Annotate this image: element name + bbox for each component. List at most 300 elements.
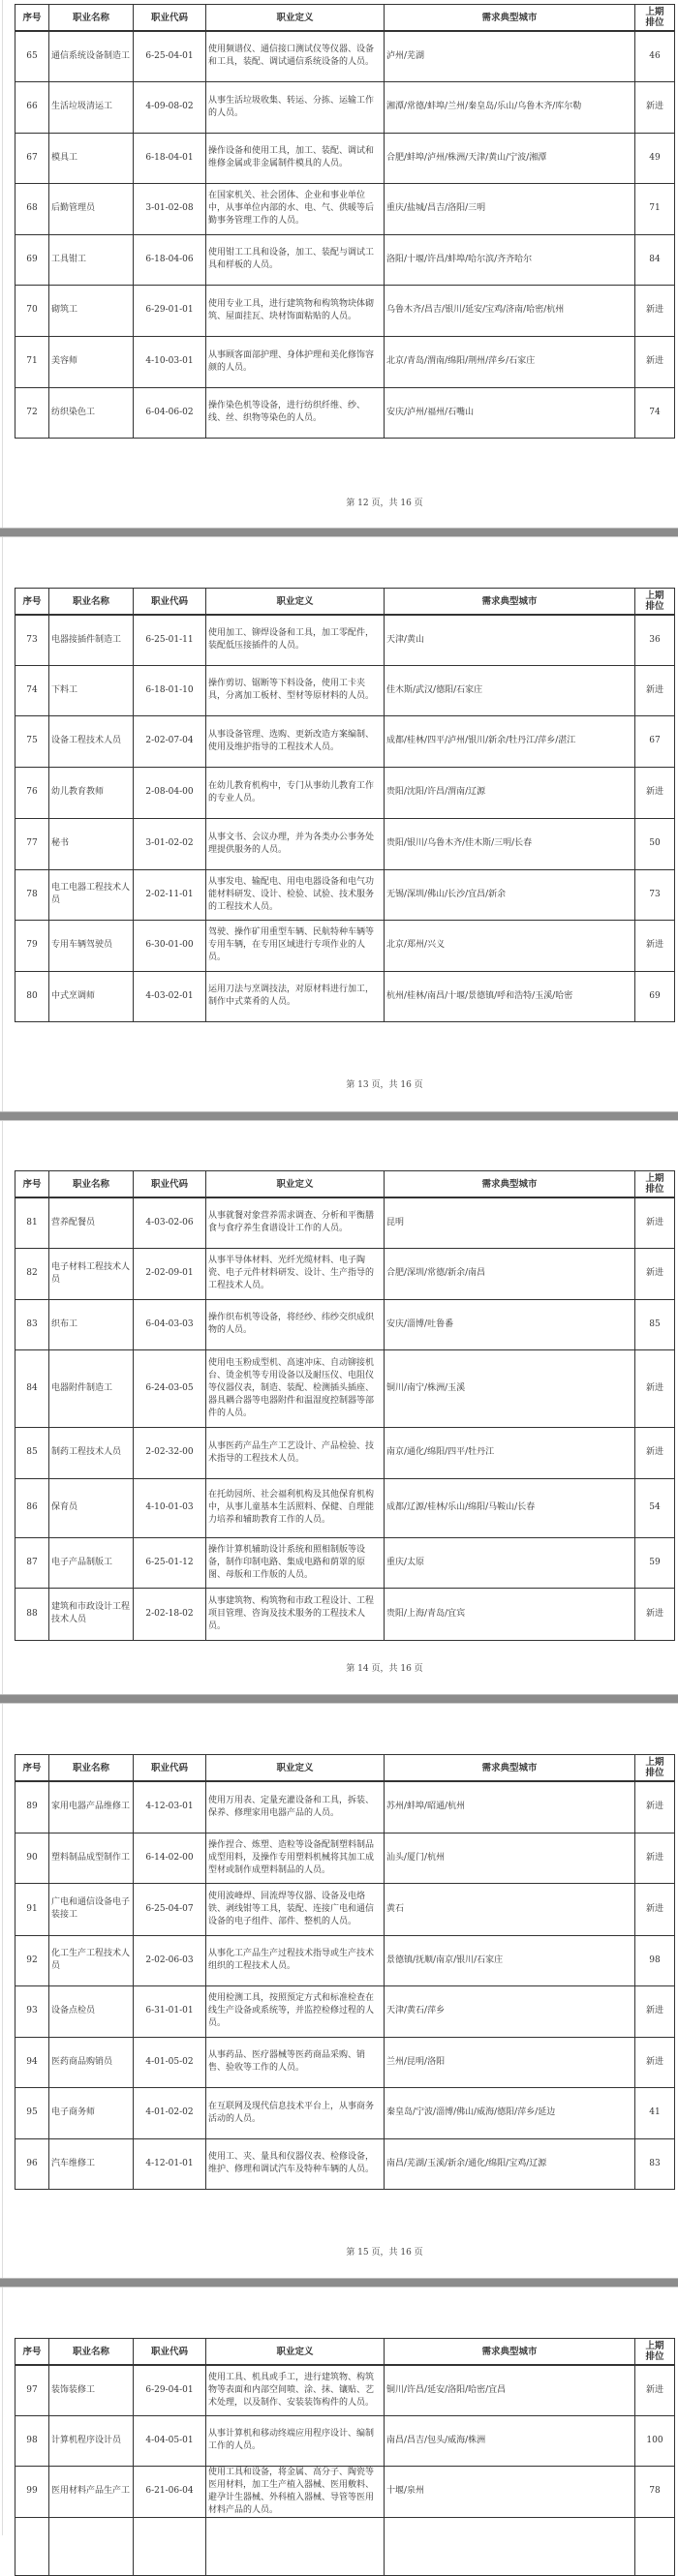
cell-seq: 75 [15, 715, 49, 767]
cell-prev-rank: 49 [635, 133, 675, 183]
cell-cities: 北京/郑州/兴义 [385, 920, 635, 971]
table-row [15, 336, 675, 387]
cell-cities: 南昌/芜湖/玉溪/新余/通化/绵阳/宝鸡/辽源 [385, 2138, 635, 2189]
cell-code: 4-03-02-01 [134, 971, 206, 1021]
cell-definition: 操作织布机等设备，将经纱、纬纱交织成织物的人员。 [206, 1299, 385, 1349]
occupation-table [15, 588, 675, 1022]
table-row [15, 1537, 675, 1588]
column-header-name [49, 2339, 134, 2366]
cell-name: 医用材料产品生产工 [49, 2466, 134, 2517]
cell-definition: 操作剪切、锯断等下料设备，使用工卡夹具，分离加工板材、型材等原材料的人员。 [206, 665, 385, 715]
cell-seq: 66 [15, 81, 49, 133]
cell-definition: 使用万用表、定量充灌设备和工具，拆装、保养、修理家用电器产品的人员。 [206, 1781, 385, 1833]
cell-cities: 铜川/南宁/株洲/玉溪 [385, 1349, 635, 1427]
cell-seq: 70 [15, 285, 49, 336]
cell-name: 家用电器产品维修工 [49, 1781, 134, 1833]
cell-cities: 十堰/泉州 [385, 2466, 635, 2517]
column-header-label: 需求典型城市 [481, 2346, 538, 2357]
cell-cities: 铜川/许昌/延安/洛阳/哈密/宜昌 [385, 2365, 635, 2415]
cell-seq: 88 [15, 1588, 49, 1640]
cell-code: 2-02-09-01 [134, 1248, 206, 1299]
cell-code: 4-12-03-01 [134, 1781, 206, 1833]
cell-cities: 贵阳/银川/乌鲁木齐/佳木斯/三明/长春 [385, 818, 635, 869]
column-header-label: 职业代码 [150, 1178, 188, 1190]
table-row [15, 1197, 675, 1248]
cell-code: 2-02-18-02 [134, 1588, 206, 1640]
cell-prev-rank: 84 [635, 234, 675, 285]
cell-definition: 从事顾客面部护理、身体护理和美化修饰容颜的人员。 [206, 336, 385, 387]
column-header-seq [15, 5, 49, 32]
column-header-label: 上期排位 [645, 1756, 664, 1778]
cell-definition: 从事医药产品生产工艺设计、产品检验、技术指导的工程技术人员。 [206, 1427, 385, 1478]
cell-seq: 82 [15, 1248, 49, 1299]
cell-name: 建筑和市政设计工程技术人员 [49, 1588, 134, 1640]
table-row [15, 1985, 675, 2037]
column-header-label: 需求典型城市 [481, 1762, 538, 1773]
cell-code: 6-18-04-01 [134, 133, 206, 183]
cell-definition: 从事建筑物、构筑物和市政工程设计、工程项目管理、咨询及技术服务的工程技术人员。 [206, 1588, 385, 1640]
table-row [15, 665, 675, 715]
cell-prev-rank: 50 [635, 818, 675, 869]
cell-name: 下料工 [49, 665, 134, 715]
table-row [15, 767, 675, 818]
cell-code: 6-04-03-03 [134, 1299, 206, 1349]
column-header-label: 职业定义 [276, 1762, 314, 1773]
cell-prev-rank: 67 [635, 715, 675, 767]
page-separator [0, 1111, 678, 1121]
cell-prev-rank: 新进 [635, 767, 675, 818]
occupation-table [15, 4, 675, 439]
cell-prev-rank: 85 [635, 1299, 675, 1349]
cell-prev-rank: 新进 [635, 1781, 675, 1833]
cell-name: 塑料制品成型制作工 [49, 1833, 134, 1883]
page-number-footer: 第 14 页，共 16 页 [346, 1664, 423, 1674]
column-header-code [134, 1171, 206, 1198]
column-header-label: 职业代码 [150, 1762, 188, 1773]
cell-cities: 汕头/厦门/杭州 [385, 1833, 635, 1883]
column-header-definition [206, 1171, 385, 1198]
cell-definition: 操作设备和使用工具，加工、装配、调试和维修金属或非金属制件模具的人员。 [206, 133, 385, 183]
cell-cities: 杭州/桂林/南昌/十堰/景德镇/呼和浩特/玉溪/哈密 [385, 971, 635, 1021]
occupation-table [15, 2338, 675, 2576]
column-header-label: 上期排位 [645, 2340, 664, 2362]
cell-prev-rank: 新进 [635, 1248, 675, 1299]
cell-seq: 94 [15, 2037, 49, 2087]
table-row [15, 869, 675, 920]
cell-name: 营养配餐员 [49, 1197, 134, 1248]
cell-seq: 80 [15, 971, 49, 1021]
cell-code: 4-10-01-03 [134, 1478, 206, 1537]
table-row [15, 2037, 675, 2087]
cell-definition: 从事计算机和移动终端应用程序设计、编制工作的人员。 [206, 2415, 385, 2466]
table-row [15, 1427, 675, 1478]
column-header-label: 序号 [22, 12, 42, 23]
column-header-label: 职业名称 [72, 1178, 109, 1190]
table-row [15, 1781, 675, 1833]
cell-name: 电子产品制版工 [49, 1537, 134, 1588]
column-header-label: 职业定义 [276, 595, 314, 607]
column-header-code [134, 1755, 206, 1782]
column-header-label: 序号 [22, 2346, 42, 2357]
cell-name: 设备点检员 [49, 1985, 134, 2037]
cell-cities: 成都/辽源/桂林/乐山/绵阳/马鞍山/长春 [385, 1478, 635, 1537]
page-number-footer: 第 12 页，共 16 页 [346, 499, 423, 508]
cell-definition: 在互联网及现代信息技术平台上，从事商务活动的人员。 [206, 2087, 385, 2138]
column-header-label: 需求典型城市 [481, 595, 538, 607]
column-header-label: 职业名称 [72, 12, 109, 23]
cell-prev-rank: 新进 [635, 2037, 675, 2087]
cell-definition: 使用电玉粉成型机、高速冲床、自动铆接机台、烫金机等专用设备以及耐压仪、电阻仪等仪器仪表，制造、装配、检测插头插座、器具耦合器等电器附件和温湿度控制器等部件的人员。 [206, 1349, 385, 1427]
cell-code: 6-30-01-00 [134, 920, 206, 971]
cell-code: 4-03-02-06 [134, 1197, 206, 1248]
cell-cities: 贵阳/上海/青岛/宜宾 [385, 1588, 635, 1640]
cell-prev-rank: 新进 [635, 1985, 675, 2037]
cell-definition: 在托幼园所、社会福利机构及其他保育机构中，从事儿童基本生活照料、保健、自理能力培养和辅助教育工作的人员。 [206, 1478, 385, 1537]
table-header-row [15, 5, 675, 32]
cell-cities: 湘潭/常德/蚌埠/兰州/秦皇岛/乐山/乌鲁木齐/库尔勒 [385, 81, 635, 133]
table-row [15, 615, 675, 665]
cell-prev-rank: 98 [635, 1935, 675, 1985]
cell-name: 美容师 [49, 336, 134, 387]
column-header-label: 序号 [22, 595, 42, 607]
column-header-code [134, 589, 206, 616]
column-header-label: 职业定义 [276, 12, 314, 23]
cell-prev-rank: 新进 [635, 1588, 675, 1640]
cell-cities: 乌鲁木齐/昌吉/银川/延安/宝鸡/济南/哈密/杭州 [385, 285, 635, 336]
column-header-definition [206, 1755, 385, 1782]
cell-name: 设备工程技术人员 [49, 715, 134, 767]
table-row [15, 285, 675, 336]
cell-definition: 从事药品、医疗器械等医药商品采购、销售、验收等工作的人员。 [206, 2037, 385, 2087]
cell-cities: 安庆/泸州/福州/石嘴山 [385, 387, 635, 438]
table-header-row [15, 589, 675, 616]
cell-code: 6-18-04-06 [134, 234, 206, 285]
cell-seq: 73 [15, 615, 49, 665]
cell-code: 4-01-05-02 [134, 2037, 206, 2087]
cell-prev-rank: 36 [635, 615, 675, 665]
cell-seq: 69 [15, 234, 49, 285]
cell-code: 6-25-04-01 [134, 31, 206, 81]
column-header-label: 职业名称 [72, 2346, 109, 2357]
table-row [15, 818, 675, 869]
column-header-cities [385, 2339, 635, 2366]
column-header-seq [15, 2339, 49, 2366]
column-header-label: 职业代码 [150, 12, 188, 23]
cell-definition: 使用检测工具，按照预定方式和标准检查在线生产设备或系统等，并监控检修过程的人员。 [206, 1985, 385, 2037]
cell-prev-rank: 69 [635, 971, 675, 1021]
cell-code: 4-09-08-02 [134, 81, 206, 133]
cell-definition: 从事化工产品生产过程技术指导或生产技术组织的工程技术人员。 [206, 1935, 385, 1985]
cell-name: 电工电器工程技术人员 [49, 869, 134, 920]
cell-prev-rank: 新进 [635, 285, 675, 336]
column-header-name [49, 589, 134, 616]
cell-name: 电子商务师 [49, 2087, 134, 2138]
table-row [15, 1883, 675, 1935]
cell-code: 4-12-01-01 [134, 2138, 206, 2189]
cell-seq: 78 [15, 869, 49, 920]
cell-cities: 无锡/深圳/佛山/长沙/宜昌/新余 [385, 869, 635, 920]
cell-prev-rank: 新进 [635, 665, 675, 715]
cell-code: 6-31-01-01 [134, 1985, 206, 2037]
cell-definition: 从事半导体材料、光纤光缆材料、电子陶瓷、电子元件材料研发、设计、生产指导的工程技术人员。 [206, 1248, 385, 1299]
column-header-cities [385, 5, 635, 32]
cell-cities: 昆明 [385, 1197, 635, 1248]
cell-seq: 96 [15, 2138, 49, 2189]
column-header-prev-rank [635, 2339, 675, 2366]
cell-code: 2-08-04-00 [134, 767, 206, 818]
column-header-label: 上期排位 [645, 1172, 664, 1195]
table-row [15, 2087, 675, 2138]
cell-prev-rank: 新进 [635, 1427, 675, 1478]
column-header-label: 上期排位 [645, 6, 664, 28]
cell-seq: 93 [15, 1985, 49, 2037]
cell-name: 电器附件制造工 [49, 1349, 134, 1427]
cell-code: 2-02-06-03 [134, 1935, 206, 1985]
cell-definition: 使用专业工具，进行建筑物和构筑物块体砌筑、屋面挂瓦、块材饰面粘贴的人员。 [206, 285, 385, 336]
cell-prev-rank: 59 [635, 1537, 675, 1588]
cell-code: 6-29-01-01 [134, 285, 206, 336]
table-header-row [15, 2339, 675, 2366]
cell-definition: 从事设备管理、选购、更新改造方案编制、使用及维护指导的工程技术人员。 [206, 715, 385, 767]
cell-definition: 使用工具和设备，将金属、高分子、陶瓷等医用材料，加工生产植入器械、医用敷料、避孕计生器械、外科植入器械、导管等医用材料产品的人员。 [206, 2466, 385, 2517]
cell-code: 6-25-04-07 [134, 1883, 206, 1935]
cell-cities: 泸州/芜湖 [385, 31, 635, 81]
cell-code: 6-25-01-12 [134, 1537, 206, 1588]
table-row [15, 2365, 675, 2415]
cell-name: 专用车辆驾驶员 [49, 920, 134, 971]
cell-definition: 从事发电、输配电、用电电器设备和电气功能材料研发、设计、检验、试验、技术服务的工程技术人员。 [206, 869, 385, 920]
column-header-label: 上期排位 [645, 590, 664, 612]
table-row [15, 920, 675, 971]
cell-definition: 使用钳工工具和设备，加工、装配与调试工具和样板的人员。 [206, 234, 385, 285]
cell-seq: 87 [15, 1537, 49, 1588]
table-row [15, 81, 675, 133]
table-row [15, 133, 675, 183]
cell-definition: 运用刀法与烹调技法，对原材料进行加工，制作中式菜肴的人员。 [206, 971, 385, 1021]
cell-name [49, 2517, 134, 2575]
table-header-row [15, 1171, 675, 1198]
cell-cities: 北京/青岛/渭南/绵阳/荆州/萍乡/石家庄 [385, 336, 635, 387]
cell-name: 生活垃圾清运工 [49, 81, 134, 133]
cell-seq: 95 [15, 2087, 49, 2138]
page-separator [0, 2278, 678, 2288]
cell-cities: 南京/通化/绵阳/四平/牡丹江 [385, 1427, 635, 1478]
cell-code: 3-01-02-08 [134, 183, 206, 234]
cell-code: 2-02-32-00 [134, 1427, 206, 1478]
column-header-label: 职业代码 [150, 2346, 188, 2357]
cell-code: 4-10-03-01 [134, 336, 206, 387]
cell-prev-rank: 新进 [635, 81, 675, 133]
cell-name: 广电和通信设备电子装接工 [49, 1883, 134, 1935]
cell-code: 2-02-11-01 [134, 869, 206, 920]
cell-cities: 秦皇岛/宁波/淄博/佛山/威海/德阳/萍乡/延边 [385, 2087, 635, 2138]
page-number-footer: 第 15 页，共 16 页 [346, 2248, 423, 2258]
column-header-definition [206, 5, 385, 32]
table-row [15, 2517, 675, 2575]
column-header-prev-rank [635, 5, 675, 32]
cell-cities: 佳木斯/武汉/德阳/石家庄 [385, 665, 635, 715]
table-header-row [15, 1755, 675, 1782]
column-header-name [49, 1171, 134, 1198]
cell-name: 通信系统设备制造工 [49, 31, 134, 81]
cell-definition: 从事文书、会议办理，并为各类办公事务处理提供服务的人员。 [206, 818, 385, 869]
cell-name: 织布工 [49, 1299, 134, 1349]
cell-cities: 苏州/蚌埠/昭通/杭州 [385, 1781, 635, 1833]
cell-definition: 使用波峰焊、回流焊等仪器、设备及电烙铁、剥线钳等工具，装配、连接广电和通信设备的电子组件、部件、整机的人员。 [206, 1883, 385, 1935]
table-row [15, 234, 675, 285]
cell-name: 电子材料工程技术人员 [49, 1248, 134, 1299]
cell-prev-rank: 新进 [635, 920, 675, 971]
cell-seq: 79 [15, 920, 49, 971]
table-row [15, 2138, 675, 2189]
column-header-cities [385, 1171, 635, 1198]
cell-cities: 天津/黄山 [385, 615, 635, 665]
cell-code: 6-24-03-05 [134, 1349, 206, 1427]
column-header-definition [206, 2339, 385, 2366]
column-header-label: 职业定义 [276, 2346, 314, 2357]
cell-code: 6-25-01-11 [134, 615, 206, 665]
table-row [15, 183, 675, 234]
cell-seq: 98 [15, 2415, 49, 2466]
cell-prev-rank: 新进 [635, 336, 675, 387]
cell-name: 秘书 [49, 818, 134, 869]
cell-cities: 景德镇/抚顺/南京/银川/石家庄 [385, 1935, 635, 1985]
cell-prev-rank: 74 [635, 387, 675, 438]
cell-cities: 安庆/淄博/吐鲁番 [385, 1299, 635, 1349]
cell-code: 6-21-06-04 [134, 2466, 206, 2517]
cell-cities: 贵阳/沈阳/许昌/渭南/辽源 [385, 767, 635, 818]
cell-cities: 南昌/昌吉/包头/威海/株洲 [385, 2415, 635, 2466]
cell-definition [206, 2517, 385, 2575]
cell-cities: 重庆/太原 [385, 1537, 635, 1588]
cell-seq: 97 [15, 2365, 49, 2415]
cell-code: 3-01-02-02 [134, 818, 206, 869]
cell-definition: 使用频谱仪、通信接口测试仪等仪器、设备和工具，装配、调试通信系统设备的人员。 [206, 31, 385, 81]
page-separator [0, 528, 678, 537]
cell-seq: 83 [15, 1299, 49, 1349]
column-header-label: 需求典型城市 [481, 1178, 538, 1190]
cell-seq: 76 [15, 767, 49, 818]
table-row [15, 31, 675, 81]
cell-definition: 在国家机关、社会团体、企业和事业单位中，从事单位内部的水、电、气、供暖等后勤事务管理工作的人员。 [206, 183, 385, 234]
table-row [15, 1299, 675, 1349]
cell-seq: 89 [15, 1781, 49, 1833]
column-header-label: 职业名称 [72, 1762, 109, 1773]
column-header-cities [385, 589, 635, 616]
cell-name: 保育员 [49, 1478, 134, 1537]
cell-definition: 使用工、夹、量具和仪器仪表、检修设备，维护、修理和调试汽车及特种车辆的人员。 [206, 2138, 385, 2189]
cell-seq: 92 [15, 1935, 49, 1985]
page-separator [0, 1694, 678, 1704]
cell-definition: 从事生活垃圾收集、转运、分拣、运输工作的人员。 [206, 81, 385, 133]
page-number-footer: 第 13 页，共 16 页 [346, 1080, 423, 1090]
table-row [15, 1248, 675, 1299]
cell-seq: 91 [15, 1883, 49, 1935]
cell-seq: 71 [15, 336, 49, 387]
cell-name: 汽车维修工 [49, 2138, 134, 2189]
cell-cities: 重庆/盐城/昌吉/洛阳/三明 [385, 183, 635, 234]
cell-name: 化工生产工程技术人员 [49, 1935, 134, 1985]
cell-definition: 使用工具、机具或手工，进行建筑物、构筑物等表面和内部空间喷、涂、抹、镶贴、艺术处理，以及制作、安装装饰构件的人员。 [206, 2365, 385, 2415]
cell-name: 装饰装修工 [49, 2365, 134, 2415]
column-header-prev-rank [635, 589, 675, 616]
cell-prev-rank: 41 [635, 2087, 675, 2138]
cell-name: 模具工 [49, 133, 134, 183]
column-header-name [49, 1755, 134, 1782]
cell-seq: 90 [15, 1833, 49, 1883]
cell-cities: 成都/桂林/四平/泸州/银川/新余/牡丹江/萍乡/湛江 [385, 715, 635, 767]
cell-code: 6-14-02-00 [134, 1833, 206, 1883]
cell-prev-rank [635, 2517, 675, 2575]
cell-name: 纺织染色工 [49, 387, 134, 438]
column-header-seq [15, 1171, 49, 1198]
table-row [15, 387, 675, 438]
cell-code [134, 2517, 206, 2575]
cell-seq: 65 [15, 31, 49, 81]
column-header-label: 序号 [22, 1762, 42, 1773]
column-header-label: 需求典型城市 [481, 12, 538, 23]
cell-code: 4-04-05-01 [134, 2415, 206, 2466]
table-row [15, 1588, 675, 1640]
cell-prev-rank: 83 [635, 2138, 675, 2189]
table-row [15, 1349, 675, 1427]
table-row [15, 971, 675, 1021]
cell-seq: 84 [15, 1349, 49, 1427]
cell-prev-rank: 78 [635, 2466, 675, 2517]
column-header-seq [15, 1755, 49, 1782]
cell-prev-rank: 71 [635, 183, 675, 234]
cell-name: 医药商品购销员 [49, 2037, 134, 2087]
column-header-definition [206, 589, 385, 616]
cell-seq: 86 [15, 1478, 49, 1537]
cell-prev-rank: 新进 [635, 2365, 675, 2415]
cell-prev-rank: 新进 [635, 1883, 675, 1935]
table-row [15, 2415, 675, 2466]
cell-cities: 兰州/昆明/洛阳 [385, 2037, 635, 2087]
column-header-prev-rank [635, 1755, 675, 1782]
cell-definition: 操作捏合、炼塑、造粒等设备配制塑料制品成型用料，及操作专用塑料机械将其加工成型材或制作成塑料制品的人员。 [206, 1833, 385, 1883]
cell-cities: 洛阳/十堰/许昌/蚌埠/哈尔滨/齐齐哈尔 [385, 234, 635, 285]
cell-definition: 操作染色机等设备，进行纺织纤维、纱、线、丝、织物等染色的人员。 [206, 387, 385, 438]
cell-code: 6-18-01-10 [134, 665, 206, 715]
cell-cities: 黄石 [385, 1883, 635, 1935]
occupation-table [15, 1754, 675, 2190]
cell-seq: 99 [15, 2466, 49, 2517]
cell-name: 后勤管理员 [49, 183, 134, 234]
table-row [15, 1833, 675, 1883]
cell-definition: 操作计算机辅助设计系统和照相制版等设备，制作印制电路、集成电路和荫罩的原图、母版和工作版的人员。 [206, 1537, 385, 1588]
cell-name: 幼儿教育教师 [49, 767, 134, 818]
column-header-code [134, 2339, 206, 2366]
cell-cities: 合肥/蚌埠/泸州/株洲/天津/黄山/宁波/湘潭 [385, 133, 635, 183]
cell-prev-rank: 73 [635, 869, 675, 920]
table-row [15, 1478, 675, 1537]
cell-code: 6-04-06-02 [134, 387, 206, 438]
column-header-cities [385, 1755, 635, 1782]
cell-prev-rank: 新进 [635, 1197, 675, 1248]
occupation-table [15, 1170, 675, 1641]
cell-definition: 使用加工、铆焊设备和工具，加工零配件，装配低压接插件的人员。 [206, 615, 385, 665]
cell-cities: 天津/黄石/萍乡 [385, 1985, 635, 2037]
cell-definition: 在幼儿教育机构中，专门从事幼儿教育工作的专业人员。 [206, 767, 385, 818]
cell-cities [385, 2517, 635, 2575]
column-header-name [49, 5, 134, 32]
page-edge [2, 0, 3, 2535]
column-header-label: 职业名称 [72, 595, 109, 607]
cell-seq: 67 [15, 133, 49, 183]
cell-cities: 合肥/深圳/常德/新余/南昌 [385, 1248, 635, 1299]
column-header-code [134, 5, 206, 32]
